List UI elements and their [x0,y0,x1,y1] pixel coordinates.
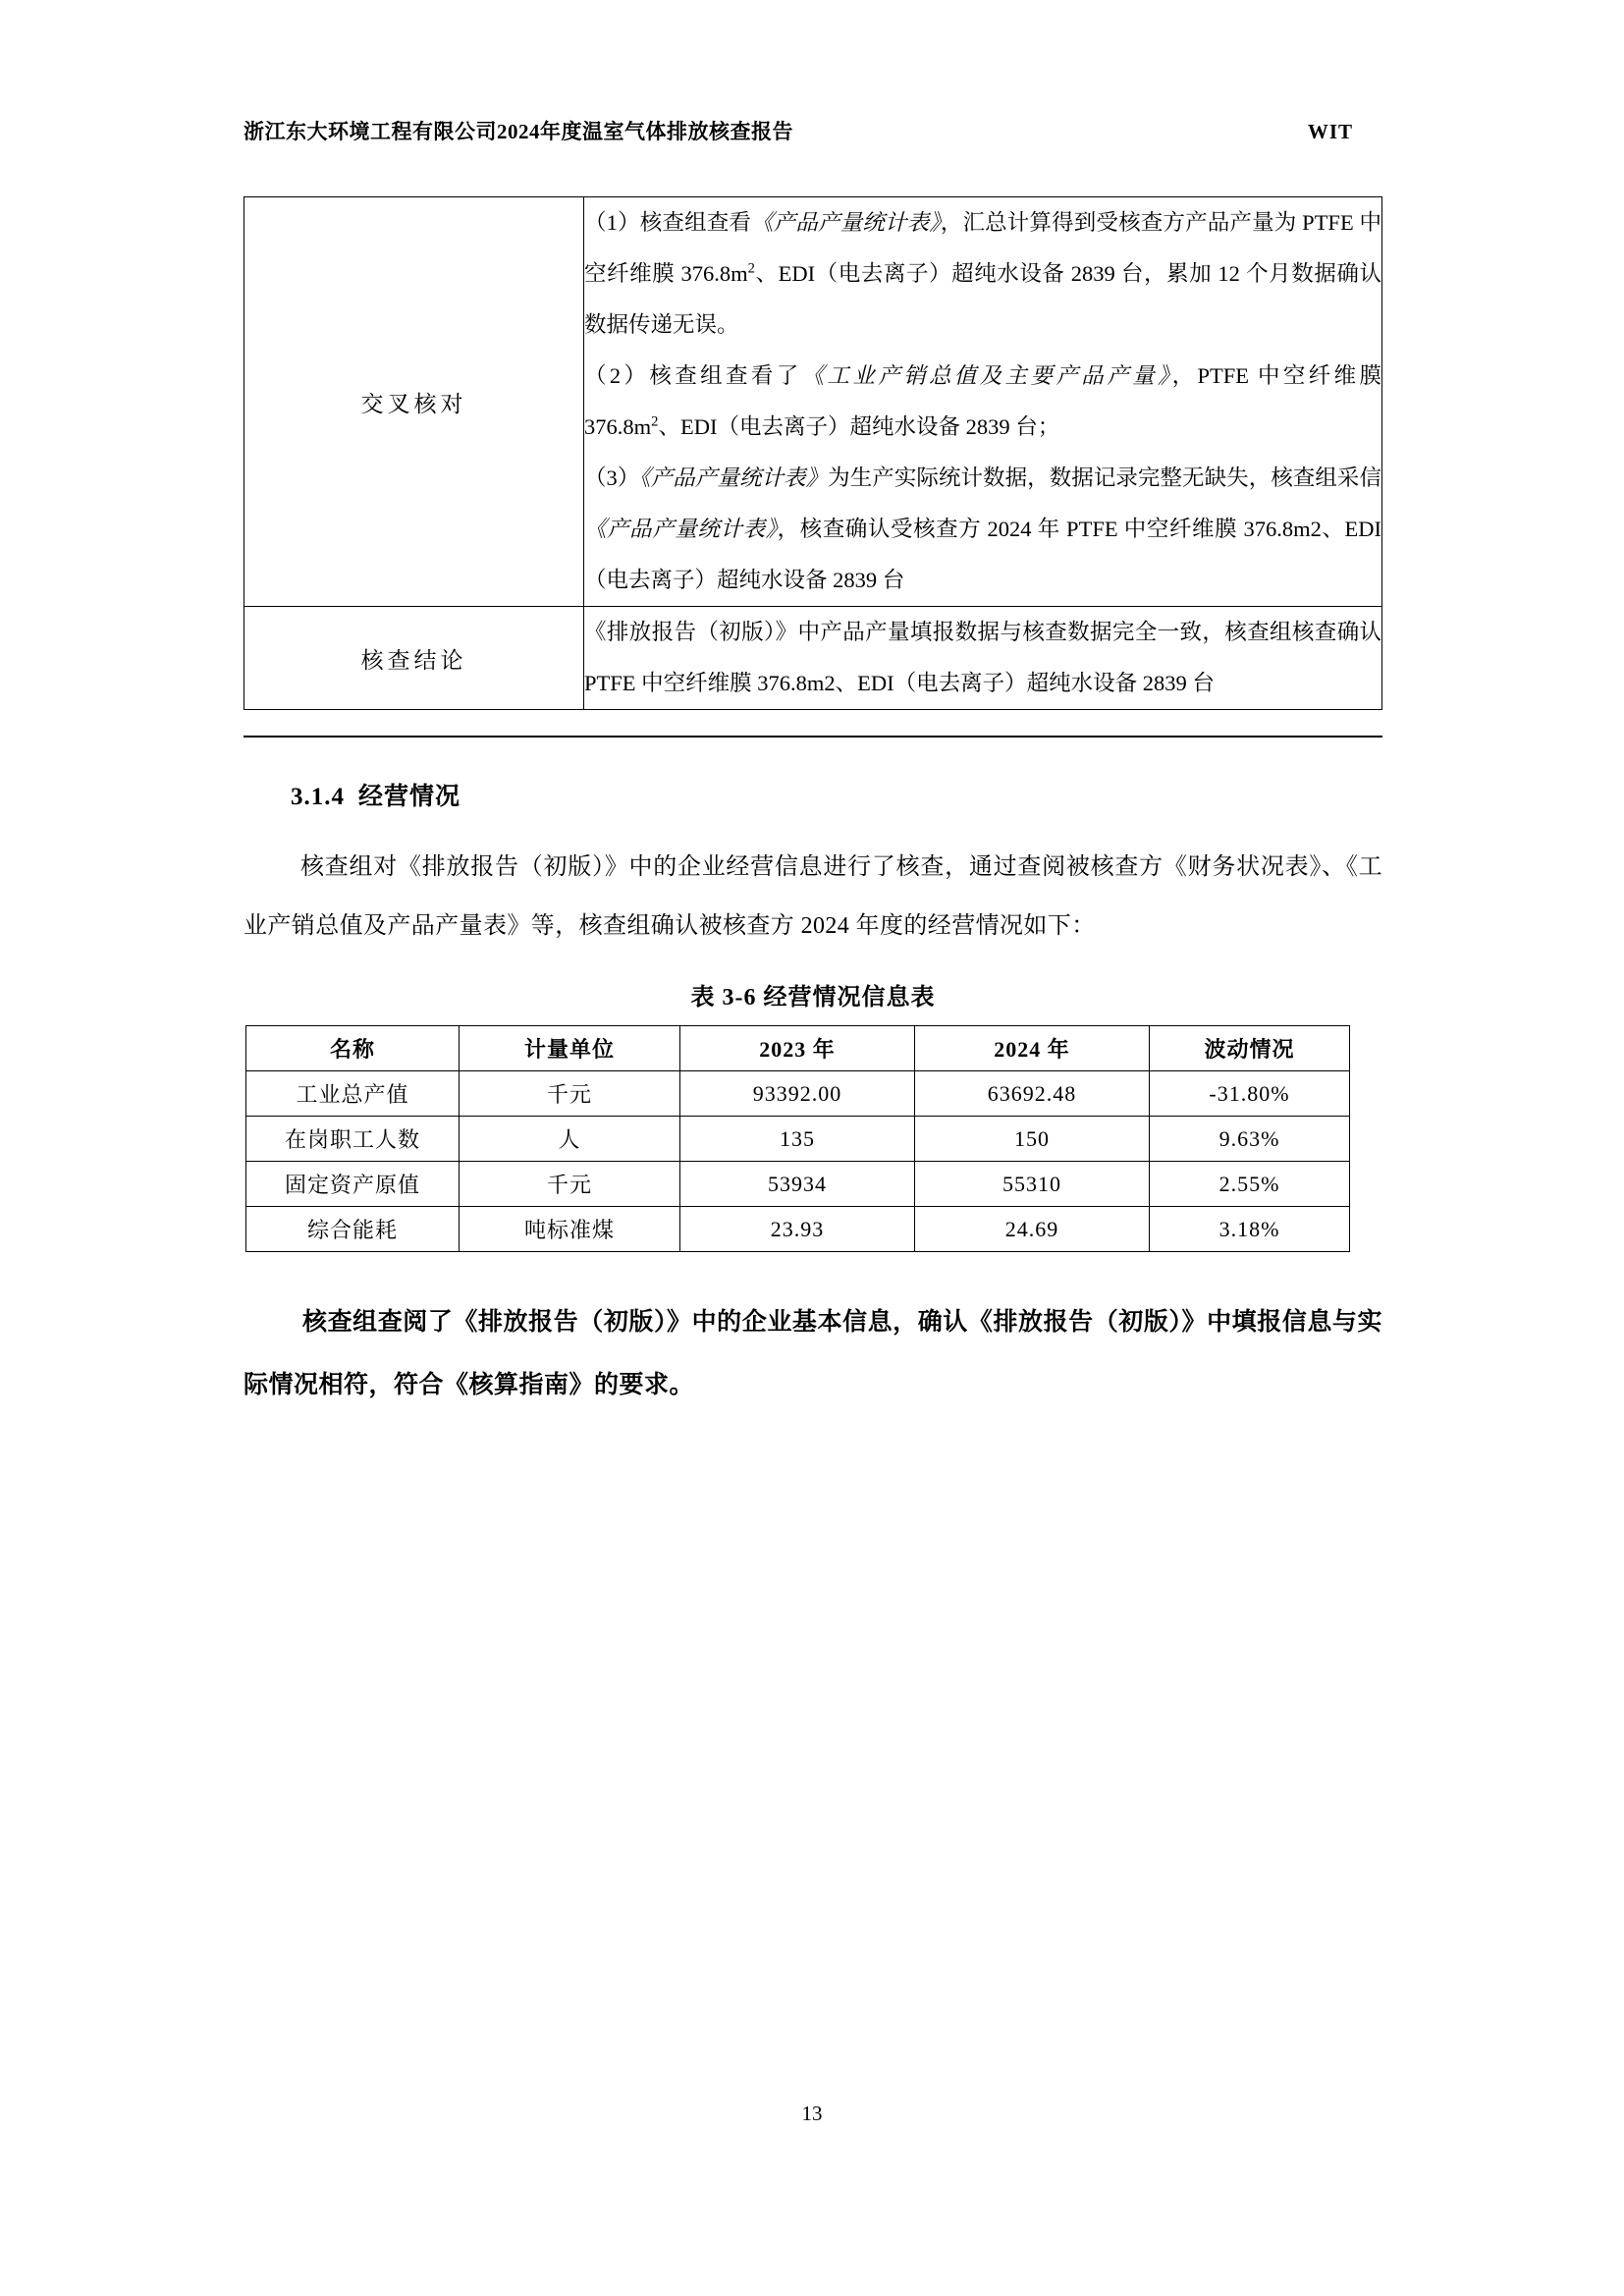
header-title: 浙江东大环境工程有限公司2024年度温室气体排放核查报告 [244,120,793,143]
cell-change: -31.80% [1150,1071,1350,1117]
cell-change: 2.55% [1150,1162,1350,1207]
table-row [246,1071,1350,1117]
cell-2024: 150 [915,1117,1150,1162]
cell-unit: 千元 [460,1162,680,1207]
table-header-row [246,1026,1350,1071]
section-title: 经营情况 [358,784,461,810]
cross-check-table [244,196,1382,710]
table-row [244,607,1382,710]
cell-2023: 53934 [680,1162,915,1207]
cell-unit: 千元 [460,1071,680,1117]
section-heading [291,777,1382,812]
row-content-conclusion [584,607,1382,710]
paragraph-1: （1）核查组查看《产品产量统计表》，汇总计算得到受核查方产品产量为 PTFE 中空纤维膜 $376.8m^2$、EDI（电去离子）超纯水设备 2839 台，累加 12 个月数据确认数据传递无误。 [584,210,1381,337]
cell-name: 综合能耗 [246,1207,460,1252]
column-header-2024: 2024 年 [915,1026,1150,1071]
cell-name: 固定资产原值 [246,1162,460,1207]
cell-change: 9.63% [1150,1117,1350,1162]
cell-unit: 人 [460,1117,680,1162]
table-row [246,1207,1350,1252]
cell-2024: 24.69 [915,1207,1150,1252]
table-row [246,1162,1350,1207]
section-paragraph: 核查组对《排放报告（初版）》中的企业经营信息进行了核查，通过查阅被核查方《财务状况表》、《工业产销总值及产品产量表》等，核查组确认被核查方 2024 年度的经营情况如下： [244,854,1382,939]
cell-2023: 23.93 [680,1207,915,1252]
page-content [244,196,1382,1417]
paragraph-conclusion: 《排放报告（初版）》中产品产量填报数据与核查数据完全一致，核查组核查确认 PTFE 中空纤维膜 376.8m2、EDI（电去离子）超纯水设备 2839 台 [584,620,1381,695]
cell-unit: 吨标准煤 [460,1207,680,1252]
row-label-conclusion: 核查结论 [244,607,584,710]
closing-paragraph: 核查组查阅了《排放报告（初版）》中的企业基本信息，确认《排放报告（初版）》中填报信息与实际情况相符，符合《核算指南》的要求。 [244,1309,1382,1398]
column-header-2023: 2023 年 [680,1026,915,1071]
paragraph-2: （2）核查组查看了《工业产销总值及主要产品产量》，PTFE 中空纤维膜 $376.8m^2$、EDI（电去离子）超纯水设备 2839 台； [584,363,1381,439]
column-header-name: 名称 [246,1026,460,1071]
cell-name: 工业总产值 [246,1071,460,1117]
row-content-cross-check [584,197,1382,607]
row-label-cross-check: 交叉核对 [244,197,584,607]
column-header-unit: 计量单位 [460,1026,680,1071]
section-number: 3.1.4 [291,784,345,810]
table-row [244,197,1382,607]
section-divider [244,736,1382,738]
cell-name: 在岗职工人数 [246,1117,460,1162]
paragraph-3: （3）《产品产量统计表》为生产实际统计数据，数据记录完整无缺失，核查组采信《产品产量统计表》，核查确认受核查方 2024 年 PTFE 中空纤维膜 376.8m2、EDI（电去离子）超纯水设备 2839 台 [584,465,1381,592]
table-caption: 表 3-6 经营情况信息表 [690,985,936,1011]
page-header [244,116,1382,145]
cell-change: 3.18% [1150,1207,1350,1252]
header-logo-text: WIT [1307,120,1353,143]
cell-2023: 135 [680,1117,915,1162]
table-row [246,1117,1350,1162]
page-number: 13 [801,2102,823,2125]
cell-2024: 63692.48 [915,1071,1150,1117]
cell-2024: 55310 [915,1162,1150,1207]
column-header-change: 波动情况 [1150,1026,1350,1071]
business-info-table [245,1025,1350,1252]
cell-2023: 93392.00 [680,1071,915,1117]
